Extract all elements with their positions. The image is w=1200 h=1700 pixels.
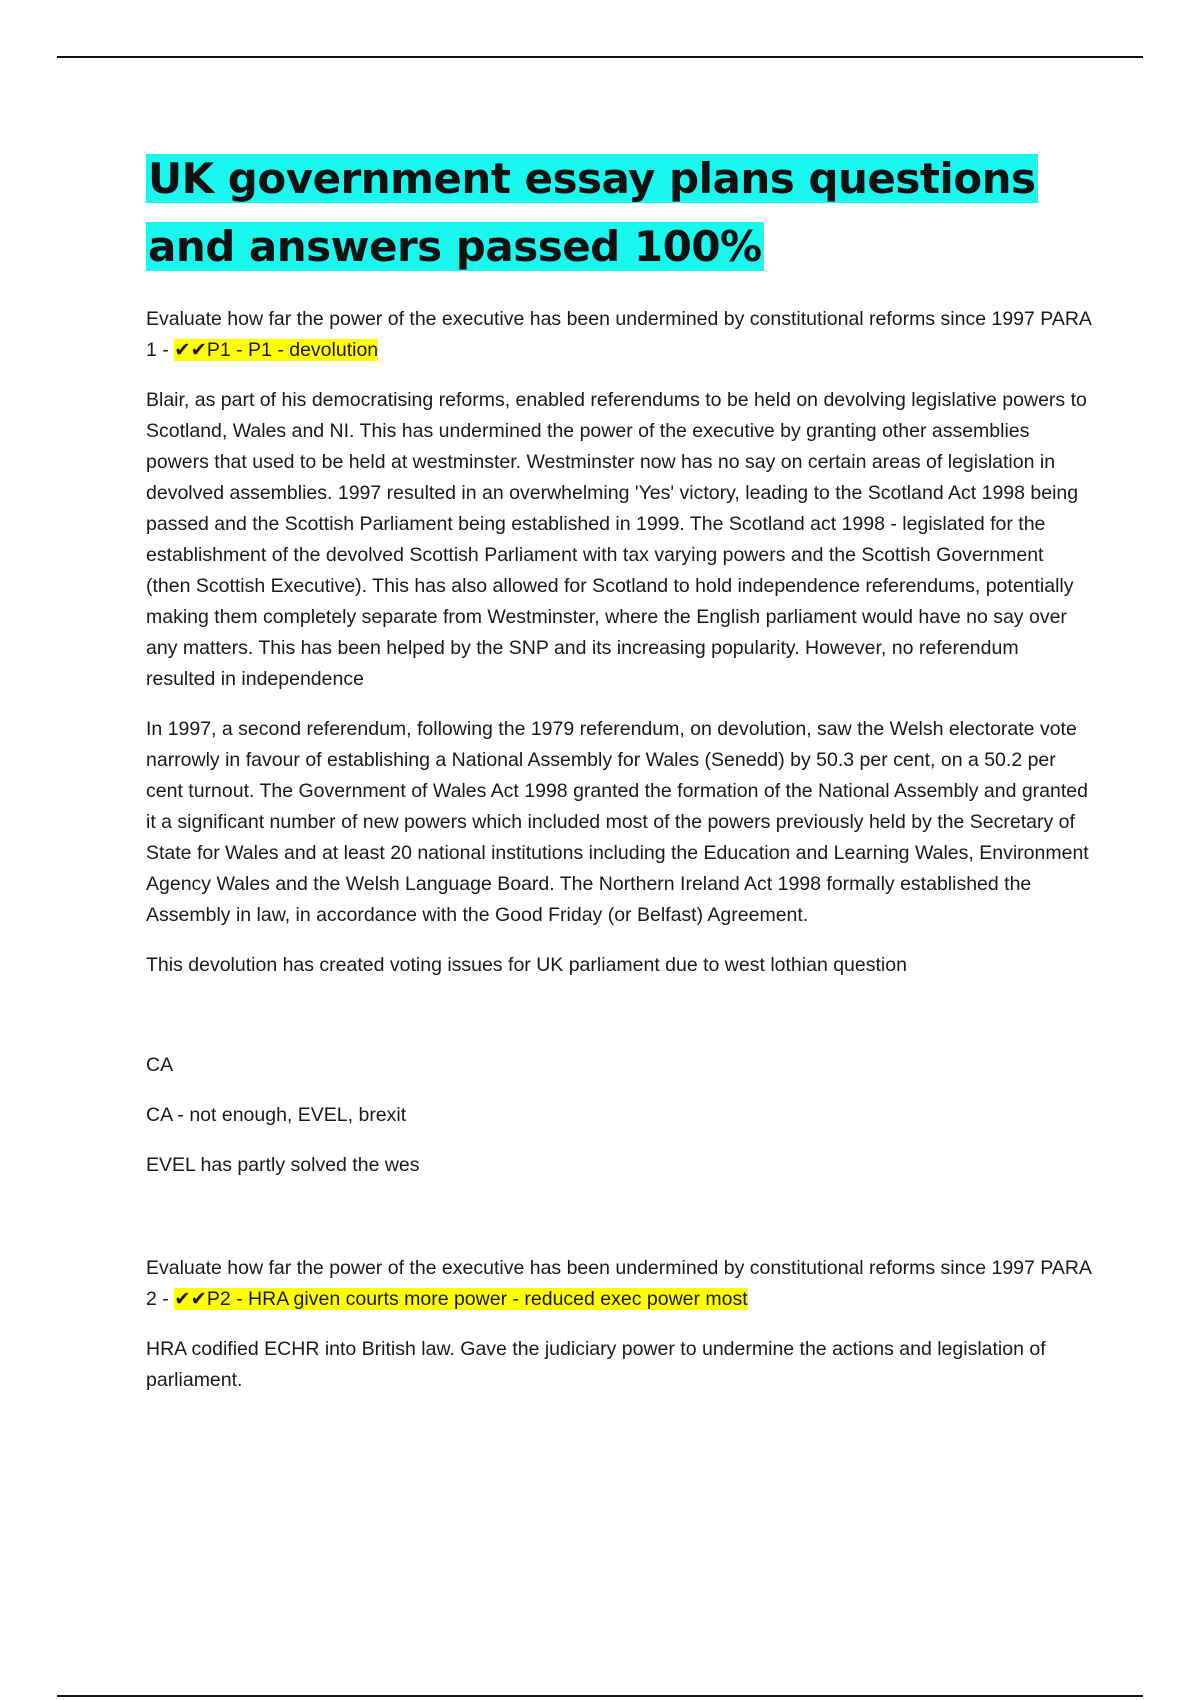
answer-highlight-1: ✔✔P1 - P1 - devolution	[174, 339, 379, 361]
note-line: CA - not enough, EVEL, brexit	[146, 1104, 407, 1126]
document-title	[146, 145, 1091, 281]
question-para-2	[146, 1253, 1091, 1315]
body-paragraph: This devolution has created voting issues for UK parliament due to west lothian question	[146, 954, 907, 976]
note-line: EVEL has partly solved the wes	[146, 1154, 420, 1176]
answer-highlight-2: ✔✔P2 - HRA given courts more power - reduced exec power most	[174, 1288, 748, 1310]
question-text-2: Evaluate how far the power of the executive has been undermined by constitutional reforms since 1997 PARA 2 -	[146, 1257, 1091, 1310]
footer-rule	[57, 1695, 1143, 1697]
header-rule	[57, 56, 1143, 58]
body-paragraph: HRA codified ECHR into British law. Gave the judiciary power to undermine the actions and legislation of parliament.	[146, 1338, 1046, 1391]
note-line: CA	[146, 1054, 174, 1076]
question-para-1	[146, 304, 1091, 366]
body-paragraph: Blair, as part of his democratising reforms, enabled referendums to be held on devolving legislative powers to Scotland, Wales and NI. This has undermined the power of the executive by granting other assemblies powers that used to be held at westminster. Westminster now has no say on certain areas of legislation in devolved assemblies. 1997 resulted in an overwhelming 'Yes' victory, leading to the Scotland Act 1998 being passed and the Scottish Parliament being established in 1999. The Scotland act 1998 - legislated for the establishment of the devolved Scottish Parliament with tax varying powers and the Scottish Government (then Scottish Executive). This has also allowed for Scotland to hold independence referendums, potentially making them completely separate from Westminster, where the English parliament would have no say over any matters. This has been helped by the SNP and its increasing popularity. However, no referendum resulted in independence	[146, 389, 1087, 690]
question-text-1: Evaluate how far the power of the executive has been undermined by constitutional reforms since 1997 PARA 1 -	[146, 308, 1091, 361]
document-page	[146, 145, 1091, 1396]
body-paragraph: In 1997, a second referendum, following the 1979 referendum, on devolution, saw the Welsh electorate vote narrowly in favour of establishing a National Assembly for Wales (Senedd) by 50.3 per cent, on a 50.2 per cent turnout. The Government of Wales Act 1998 granted the formation of the National Assembly and granted it a significant number of new powers which included most of the powers previously held by the Secretary of State for Wales and at least 20 national institutions including the Education and Learning Wales, Environment Agency Wales and the Welsh Language Board. The Northern Ireland Act 1998 formally established the Assembly in law, in accordance with the Good Friday (or Belfast) Agreement.	[146, 718, 1089, 926]
title-highlight: UK government essay plans questions and answers passed 100%	[148, 154, 1036, 271]
